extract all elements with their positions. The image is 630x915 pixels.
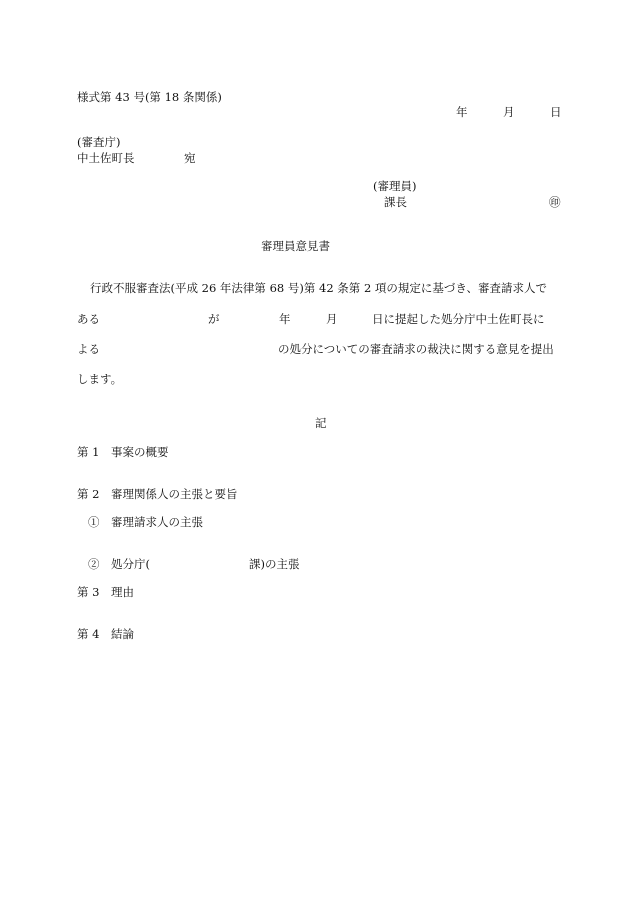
ki-mark: 記 xyxy=(315,416,327,430)
section-3-heading: 第 3 理由 xyxy=(77,585,134,599)
body-line-2-d: 月 xyxy=(326,312,338,326)
seal-mark: ㊞ xyxy=(549,195,561,209)
section-2-item-2-a: ② 処分庁( xyxy=(88,557,150,571)
section-2-heading: 第 2 審理関係人の主張と要旨 xyxy=(77,487,238,501)
form-number: 様式第 43 号(第 18 条関係) xyxy=(77,90,222,104)
body-line-2-b: が xyxy=(208,312,220,326)
body-line-3-b: の処分についての審査請求の裁決に関する意見を提出 xyxy=(278,342,554,356)
date-year-label: 年 xyxy=(456,105,468,119)
examiner-title: 課長 xyxy=(384,195,407,209)
addressee-honorific: 宛 xyxy=(184,151,196,165)
date-day-label: 日 xyxy=(550,105,562,119)
body-line-2-e: 日に提起した処分庁中土佐町長に xyxy=(372,312,545,326)
body-line-3-a: よる xyxy=(77,342,100,356)
body-line-4: します。 xyxy=(77,372,123,386)
addressee-name: 中土佐町長 xyxy=(77,151,135,165)
examiner-label: (審理員) xyxy=(373,179,417,193)
date-month-label: 月 xyxy=(503,105,515,119)
section-2-item-1: ① 審理請求人の主張 xyxy=(88,515,203,529)
body-line-2-a: ある xyxy=(77,312,100,326)
document-title: 審理員意見書 xyxy=(261,239,330,253)
body-line-2-c: 年 xyxy=(279,312,291,326)
section-1-heading: 第 1 事案の概要 xyxy=(77,445,169,459)
body-line-1: 行政不服審査法(平成 26 年法律第 68 号)第 42 条第 2 項の規定に基づき、審査請求人で xyxy=(90,281,547,295)
section-2-item-2-b: 課)の主張 xyxy=(249,557,300,571)
section-4-heading: 第 4 結論 xyxy=(77,627,134,641)
agency-label: (審査庁) xyxy=(77,135,121,149)
